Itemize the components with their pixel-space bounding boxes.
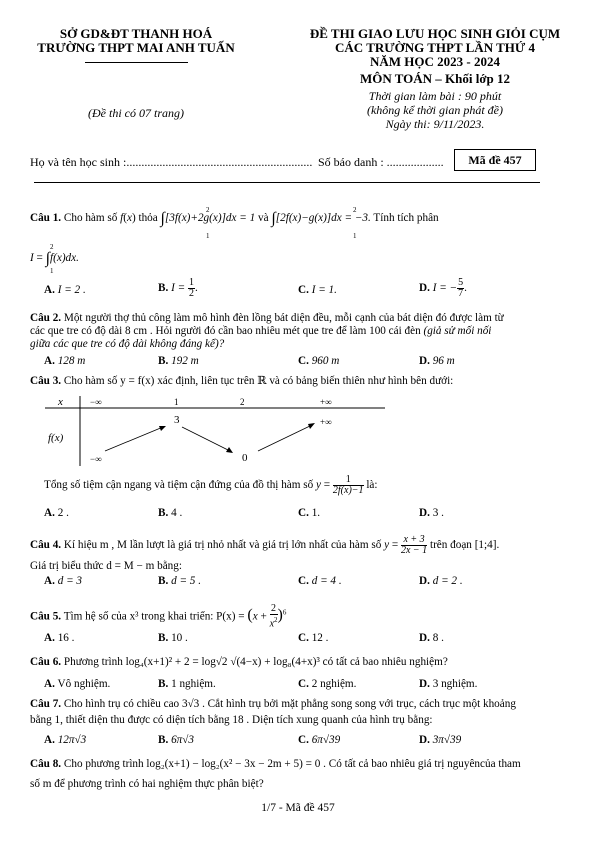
vt-f-3: +∞ <box>320 417 332 427</box>
vt-f-2: 0 <box>242 452 248 464</box>
vt-x-0: −∞ <box>90 397 102 407</box>
q5-option-b[interactable]: B. 10 . <box>158 632 188 644</box>
vt-f-1: 3 <box>174 414 180 426</box>
question-1: Câu 1. Cho hàm số f(x) thỏa ∫[3f(x)+2g(x)]dx = 1 và ∫[2f(x)−g(x)]dx = −3. Tính tích phân <box>30 210 439 227</box>
vt-x-1: 1 <box>174 397 179 407</box>
time-limit: Thời gian làm bài : 90 phút <box>368 89 502 103</box>
q6-option-b[interactable]: B. 1 nghiệm. <box>158 678 216 690</box>
q2-option-a-text: 128 m <box>57 355 86 367</box>
q3-option-d-text: 3 . <box>432 507 444 519</box>
vt-arrowhead-3 <box>308 423 315 429</box>
separator-line <box>34 182 540 183</box>
q5-text: Tìm hệ số của x³ trong khai triển: P(x) = <box>63 610 245 623</box>
q1-int1-lower: 1 <box>206 232 210 240</box>
question-8 <box>30 757 521 772</box>
question-4: Câu 4. Kí hiệu m , M lần lượt là giá trị nhỏ nhất và giá trị lớn nhất của hàm số y = $\frac{x + 3}{2x - 1}$ trên đoạn [1;4]. <box>30 534 500 556</box>
q1-option-d-prefix: I = − <box>432 282 458 295</box>
q1-option-b[interactable]: B. I = $\frac{1}{2}$ . <box>158 277 198 299</box>
student-id-field: Số báo danh : ................... <box>318 155 444 169</box>
q1-option-b-prefix: I = <box>171 282 186 295</box>
q4-option-a-text: d = 3 <box>57 575 83 587</box>
exam-title-1: ĐỀ THI GIAO LƯU HỌC SINH GIỎI CỤM <box>309 26 561 41</box>
q3-option-a-text: 2 . <box>57 507 69 519</box>
q7-option-b-text: 6π√3 <box>171 734 194 746</box>
q6-option-c-text: 2 nghiệm. <box>311 678 357 690</box>
q2-option-c[interactable]: C. 960 m <box>298 355 340 367</box>
q7-option-a[interactable]: A. 12π√3 <box>44 734 87 746</box>
q2-option-d-text: 96 m <box>432 355 455 367</box>
q4-option-b[interactable]: B. d = 5 . <box>158 575 201 587</box>
question-3 <box>30 374 453 389</box>
q1-expr-1: [3f(x)+2g(x)]dx = 1 <box>164 212 256 225</box>
q2-line-3: giữa các que tre có độ dài không đáng kể)? <box>30 338 225 350</box>
subject: MÔN TOÁN – Khối lớp 12 <box>359 71 511 86</box>
q1-option-d-num: 5 <box>458 277 464 288</box>
q7-option-a-text: 12π√3 <box>57 734 87 746</box>
q1-option-d-den: 7 <box>458 288 464 299</box>
vt-fx-label: f(x) <box>48 432 64 444</box>
variation-table <box>30 393 390 468</box>
q2-option-a[interactable]: A. 128 m <box>44 355 86 367</box>
q3-line-2a: Tổng số tiệm cận ngang và tiệm cận đứng của đồ thị hàm số <box>44 479 314 492</box>
q4-frac-num: x + 3 <box>401 535 427 546</box>
pages-note: (Đề thi có 07 trang) <box>88 106 184 120</box>
q5-option-c[interactable]: C. 12 . <box>298 632 329 644</box>
q3-option-c[interactable]: C. 1. <box>298 507 321 519</box>
question-5: Câu 5. Tìm hệ số của x³ trong khai triển: P(x) = (x + $\frac{2}{x^2}$ )$^6$ <box>30 603 287 630</box>
q3-option-a[interactable]: A. 2 . <box>44 507 69 519</box>
header-underline <box>85 62 188 63</box>
q7-label: Câu 7. <box>30 698 62 710</box>
q4-option-b-text: d = 5 . <box>171 575 201 587</box>
q6-option-a[interactable]: A. Vô nghiệm. <box>44 678 111 690</box>
q6-text: Phương trình log₄(x+1)² + 2 = log√2 √(4−x) + log₈(4+x)³ có tất cả bao nhiêu nghiệm? <box>63 656 448 668</box>
q1-expr-2: [2f(x)−g(x)]dx = −3. <box>275 212 371 225</box>
q7-option-c[interactable]: C. 6π√39 <box>298 734 341 746</box>
q5-option-a-text: 16 . <box>57 632 75 644</box>
question-7 <box>30 697 516 712</box>
q1-int1-upper: 2 <box>206 206 210 214</box>
q4-frac-den: 2x − 1 <box>400 545 428 556</box>
q5-option-a[interactable]: A. 16 . <box>44 632 75 644</box>
q2-option-d[interactable]: D. 96 m <box>419 355 455 367</box>
q3-option-c-text: 1. <box>311 507 321 519</box>
q4-option-c[interactable]: C. d = 4 . <box>298 575 342 587</box>
q2-line-1: Một người thợ thủ công làm mô hình đèn lồng bát diện đều, mỗi cạnh của bát diện đó được làm từ <box>63 312 504 324</box>
exam-date: Ngày thi: 9/11/2023. <box>385 117 485 131</box>
q4-line-1a: Kí hiệu m , M lần lượt là giá trị nhỏ nhất và giá trị lớn nhất của hàm số <box>63 539 382 552</box>
q8-line-1: Cho phương trình log₂(x+1) − log₂(x² − 3x − 2m + 5) = 0 . Có tất cả bao nhiêu giá trị nguyêncủa tham <box>63 758 521 770</box>
q4-option-d-text: d = 2 . <box>432 575 463 587</box>
q7-line-1: Cho hình trụ có chiều cao 3√3 . Cắt hình trụ bởi mặt phẳng song song với trục, cách trục một khoảng <box>63 698 516 710</box>
q7-option-d[interactable]: D. 3π√39 <box>419 734 462 746</box>
vt-arrowhead-2 <box>226 447 233 453</box>
q4-line-1b: trên đoạn [1;4]. <box>429 539 500 552</box>
q1-line-2: I = ∫f(x)dx. <box>30 250 79 267</box>
q1-int2-upper: 2 <box>353 206 357 214</box>
q5-label: Câu 5. <box>30 610 62 623</box>
vt-arrow-up-1 <box>105 427 163 451</box>
q1-option-a[interactable]: A. I = 2 . <box>44 284 86 296</box>
q4-line-2: Giá trị biểu thức d = M − m bằng: <box>30 560 182 572</box>
exam-code-box: Mã đề 457 <box>454 149 536 171</box>
q3-option-b[interactable]: B. 4 . <box>158 507 183 519</box>
q3-option-d[interactable]: D. 3 . <box>419 507 444 519</box>
q1-label: Câu 1. <box>30 212 62 225</box>
q1-expr-3: f(x)dx. <box>50 252 79 265</box>
q6-label: Câu 6. <box>30 656 62 668</box>
q4-option-c-text: d = 4 . <box>311 575 342 587</box>
student-name-field: Họ và tên học sinh :.............................................................. <box>30 155 313 169</box>
q1-option-a-text: I = 2 . <box>57 284 86 296</box>
q4-option-d[interactable]: D. d = 2 . <box>419 575 463 587</box>
q7-option-b[interactable]: B. 6π√3 <box>158 734 194 746</box>
q8-line-2: số m để phương trình có hai nghiệm thực phân biệt? <box>30 778 264 790</box>
vt-arrow-down <box>182 427 230 451</box>
vt-arrow-up-2 <box>258 425 312 451</box>
q8-label: Câu 8. <box>30 758 62 770</box>
q6-option-d[interactable]: D. 3 nghiệm. <box>419 678 478 690</box>
q5-option-b-text: 10 . <box>171 632 188 644</box>
q7-line-2: bằng 1, thiết diện thu được có diện tích bằng 18 . Diện tích xung quanh của hình trụ bằng: <box>30 714 433 726</box>
q2-option-b[interactable]: B. 192 m <box>158 355 199 367</box>
q6-option-b-text: 1 nghiệm. <box>171 678 216 690</box>
q5-option-c-text: 12 . <box>311 632 329 644</box>
q3-text: Cho hàm số y = f(x) xác định, liên tục trên ℝ và có bảng biến thiên như hình bên dưới: <box>63 375 454 387</box>
q1-int3-lower: 1 <box>50 267 54 275</box>
q3-line-2b: là: <box>366 479 378 492</box>
q7-option-d-text: 3π√39 <box>432 734 462 746</box>
q2-line-2b: (giả sử mối nối <box>423 325 492 337</box>
q2-option-b-text: 192 m <box>171 355 199 367</box>
q2-option-c-text: 960 m <box>311 355 340 367</box>
q1-text-a: Cho hàm số <box>63 212 118 225</box>
school-name: TRƯỜNG THPT MAI ANH TUẤN <box>37 40 235 55</box>
q5-option-d[interactable]: D. 8 . <box>419 632 444 644</box>
q1-option-d[interactable]: D. I = − $\frac{5}{7}$ . <box>419 277 467 299</box>
time-note: (không kể thời gian phát đề) <box>366 103 504 117</box>
school-year: NĂM HỌC 2023 - 2024 <box>370 54 500 69</box>
q3-option-b-text: 4 . <box>171 507 183 519</box>
vt-f-0: −∞ <box>90 454 102 464</box>
q3-frac-den: 2f(x)−1 <box>332 485 364 496</box>
exam-title-2: CÁC TRƯỜNG THPT LẦN THỨ 4 <box>335 40 535 55</box>
page-footer: 1/7 - Mã đề 457 <box>261 802 335 814</box>
q1-text-d: Tính tích phân <box>373 212 439 225</box>
q4-option-a[interactable]: A. d = 3 <box>44 575 83 587</box>
q7-option-c-text: 6π√39 <box>311 734 341 746</box>
q1-text-c: và <box>258 212 269 225</box>
question-6 <box>30 655 448 670</box>
vt-x-2: 2 <box>240 397 245 407</box>
q2-line-2a: các que tre có độ dài 8 cm . Hỏi người đó cần bao nhiêu mét que tre để làm 100 cái đèn <box>30 325 424 337</box>
q1-text-b: thỏa <box>138 212 158 225</box>
q1-option-c[interactable]: C. I = 1. <box>298 284 337 296</box>
q1-int3-upper: 2 <box>50 243 54 251</box>
q1-option-b-den: 2 <box>188 288 194 299</box>
department-name: SỞ GD&ĐT THANH HOÁ <box>59 26 213 41</box>
vt-arrowhead-1 <box>159 426 166 431</box>
q6-option-d-text: 3 nghiệm. <box>432 678 478 690</box>
q6-option-c[interactable]: C. 2 nghiệm. <box>298 678 357 690</box>
q3-frac-num: 1 <box>333 475 364 486</box>
q1-option-b-num: 1 <box>188 277 194 288</box>
vt-x-label: x <box>58 396 63 408</box>
q6-option-a-text: Vô nghiệm. <box>57 678 111 690</box>
q1-int2-lower: 1 <box>353 232 357 240</box>
q5-option-d-text: 8 . <box>432 632 444 644</box>
vt-x-3: +∞ <box>320 397 332 407</box>
q4-label: Câu 4. <box>30 539 62 552</box>
q1-option-c-text: I = 1. <box>311 284 337 296</box>
q3-line-2: Tổng số tiệm cận ngang và tiệm cận đứng của đồ thị hàm số y = $\frac{1}{2f(x)-1}$ là: <box>44 474 378 496</box>
q2-label: Câu 2. <box>30 312 62 324</box>
q3-label: Câu 3. <box>30 375 62 387</box>
